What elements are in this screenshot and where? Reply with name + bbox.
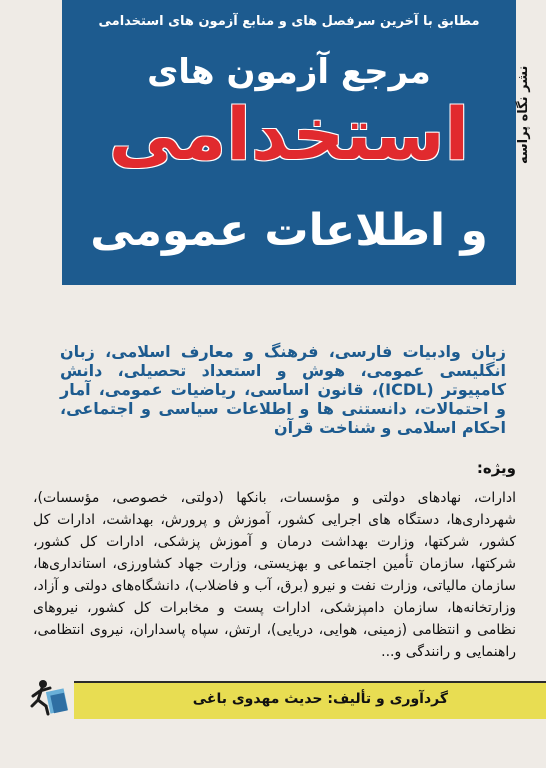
title-main: استخدامی — [108, 92, 470, 176]
title-subtitle: و اطلاعات عمومی — [90, 205, 488, 256]
author-credit: گردآوری و تألیف: حدیث مهدوی باغی — [192, 691, 448, 707]
publisher-name: نشر نگاه پراسه — [516, 65, 531, 165]
title-panel — [62, 0, 516, 285]
features-body: ادارات، نهادهای دولتی و مؤسسات، بانکها (دولتی، خصوصی، مؤسسات)، شهرداری‌ها، دستگاه های اجرایی کشور، آموزش و پرورش، بهداشت، ادارات کل کشور، شرکتها، وزارت بهداشت درمان و آموزش پزشکی، ادارات کل کشور، شرکتها، سازمان تأمین اجتماعی و بهزیستی، وزارت جهاد کشاورزی، استانداری‌ها، سازمان مالیاتی، وزارت نفت و نیرو (برق، آب و فاضلاب)، دانشگاه‌های دولتی و آزاد، وزارتخانه‌ها، سازمان دامپزشکی، ادارات پست و مخابرات کل کشور، نیروهای نظامی و انتظامی (زمینی، هوایی، دریایی)، ارتش، سپاه پاسداران، نیروی انتظامی، راهنمایی و رانندگی و... — [32, 490, 516, 660]
author-bar — [74, 681, 546, 719]
title-line-top: مرجع آزمون های — [147, 52, 431, 92]
subjects-list: زبان وادبیات فارسی، فرهنگ و معارف اسلامی، زبان انگلیسی عمومی، هوش و استعداد تحصیلی، دانش کامپیوتر (ICDL)، قانون اساسی، ریاضیات عمومی، آمار و احتمالات، دانستنی ها و اطلاعات سیاسی و اجتماعی، احکام اسلامی و شناخت قرآن — [60, 342, 507, 437]
cover-kicker: مطابق با آخرین سرفصل های و منابع آزمون های استخدامی — [98, 14, 480, 29]
features-heading: ویژه: — [476, 459, 516, 477]
publisher-logo-icon — [28, 676, 70, 718]
